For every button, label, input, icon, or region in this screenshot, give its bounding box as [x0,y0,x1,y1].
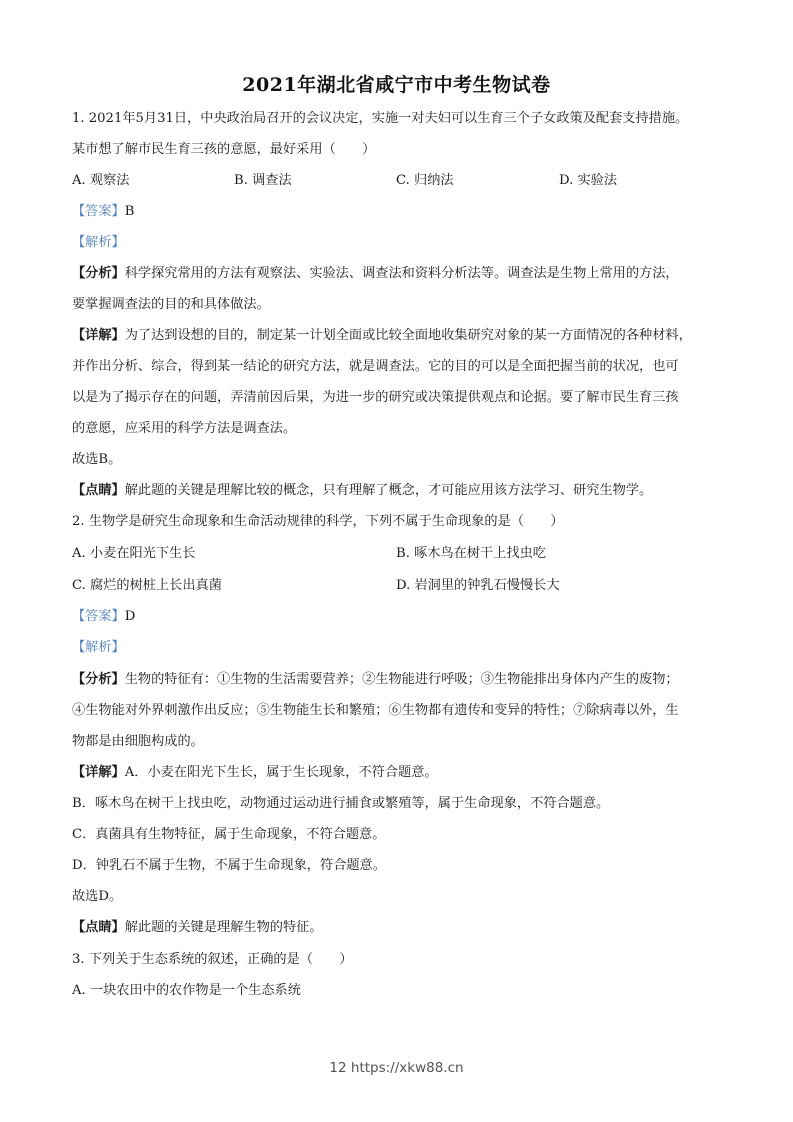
q1-xiangjie-line-1 [72,327,732,345]
option-text: 归纳法 [414,173,454,188]
q2-dianjing [72,919,732,937]
option-text: 岩洞里的钟乳石慢慢长大 [414,578,560,593]
dianjing-label: 【点睛】 [72,483,125,498]
xiangjie-text: A．小麦在阳光下生长，属于生长现象，不符合题意。 [124,765,438,780]
dianjing-text: 解此题的关键是理解比较的概念，只有理解了概念，才可能应用该方法学习、研究生物学。 [124,483,653,498]
option-text: 观察法 [89,173,130,188]
option-text: 啄木鸟在树干上找虫吃 [414,546,546,561]
q2-conclusion: 故选D。 [72,889,123,904]
q1-option-a [72,172,129,190]
q2-xiangjie-a [72,764,732,782]
q3-stem: 3. 下列关于生态系统的叙述，正确的是（ ） [72,952,353,967]
q2-option-c [72,577,222,595]
document-title: 2021年湖北省咸宁市中考生物试卷 [242,74,551,96]
q1-dianjing [72,482,732,500]
fenxi-label: 【分析】 [72,266,125,281]
q1-fenxi-line-2: 要掌握调查法的目的和具体做法。 [72,297,270,312]
option-label: C. [396,173,410,188]
dianjing-text: 解此题的关键是理解生物的特征。 [124,920,323,935]
option-label: C. [72,578,86,593]
q2-fenxi-line-2: ④生物能对外界刺激作出反应；⑤生物能生长和繁殖；⑥生物都有遗传和变异的特性；⑦除病毒以外，生 [72,703,679,718]
q2-option-a [72,545,195,563]
q1-xiangjie-line-3: 以是为了揭示存在的问题，弄清前因后果，为进一步的研究或决策提供观点和论据。要了解市民生育三孩 [72,390,679,405]
q2-answer [72,608,732,626]
answer-label: 【答案】 [72,204,125,219]
q1-fenxi-line-1 [72,265,732,283]
option-text: 一块农田中的农作物是一个生态系统 [89,983,301,998]
answer-value: B [124,204,135,219]
option-label: D. [396,578,411,593]
q2-option-d [396,577,560,595]
q1-conclusion: 故选B。 [72,452,122,467]
xiangjie-text: 为了达到设想的目的，制定某一计划全面或比较全面地收集研究对象的某一方面情况的各种材料， [124,328,692,343]
xiangjie-label: 【详解】 [72,765,125,780]
q1-option-d [559,172,617,190]
q1-xiangjie-line-4: 的意愿，应采用的科学方法是调查法。 [72,421,297,436]
option-label: A. [72,546,86,561]
answer-value: D [124,609,136,624]
q1-analysis-heading [72,234,732,252]
q2-option-b [396,545,546,563]
option-label: A. [72,173,86,188]
q1-option-c [396,172,454,190]
dianjing-label: 【点睛】 [72,920,125,935]
option-text: 小麦在阳光下生长 [89,546,196,561]
q2-analysis-heading [72,639,732,657]
page-footer: 12 https://xkw88.cn [329,1060,464,1076]
analysis-label: 【解析】 [72,235,125,250]
q1-stem-line-1: 1. 2021年5月31日，中央政治局召开的会议决定，实施一对夫妇可以生育三个子女政策及配套支持措施。 [72,111,689,126]
fenxi-label: 【分析】 [72,672,125,687]
option-text: 调查法 [252,173,292,188]
fenxi-text: 科学探究常用的方法有观察法、实验法、调查法和资料分析法等。调查法是生物上常用的方法， [124,266,679,281]
option-label: B. [234,173,248,188]
option-text: 腐烂的树桩上长出真菌 [90,578,222,593]
q2-xiangjie-c: C．真菌具有生物特征，属于生命现象，不符合题意。 [72,827,386,842]
q1-xiangjie-line-2: 并作出分析、综合，得到某一结论的研究方法，就是调查法。它的目的可以是全面把握当前的状况，也可 [72,359,679,374]
answer-label: 【答案】 [72,609,125,624]
option-label: B. [396,546,410,561]
q1-option-b [234,172,292,190]
xiangjie-label: 【详解】 [72,328,125,343]
q2-xiangjie-d: D．钟乳石不属于生物，不属于生命现象，符合题意。 [72,858,386,873]
q1-answer [72,203,732,221]
analysis-label: 【解析】 [72,640,125,655]
option-label: D. [559,173,574,188]
fenxi-text: 生物的特征有：①生物的生活需要营养；②生物能进行呼吸；③生物能排出身体内产生的废物； [124,672,679,687]
q2-fenxi-line-3: 物都是由细胞构成的。 [72,734,204,749]
option-text: 实验法 [577,173,618,188]
option-label: A. [72,983,86,998]
q2-xiangjie-b: B．啄木鸟在树干上找虫吃，动物通过运动进行捕食或繁殖等，属于生命现象，不符合题意。 [72,796,610,811]
q3-option-a [72,982,301,1000]
q2-fenxi-line-1 [72,671,732,689]
q1-stem-line-2: 某市想了解市民生育三孩的意愿，最好采用（ ） [72,142,376,157]
q2-stem: 2. 生物学是研究生命现象和生命活动规律的科学，下列不属于生命现象的是（ ） [72,514,564,529]
